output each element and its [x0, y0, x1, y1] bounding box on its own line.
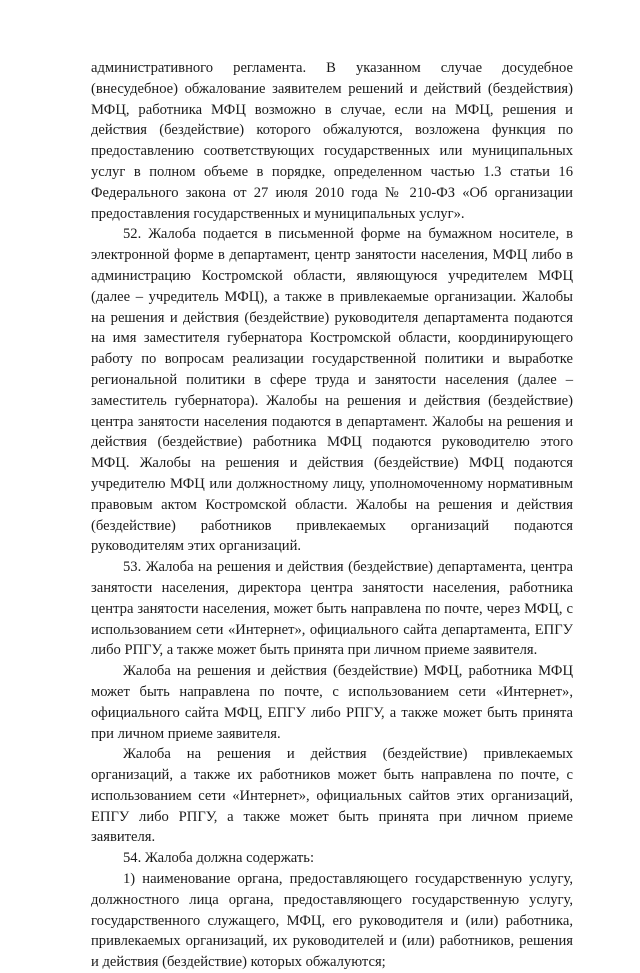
paragraph-regulation-continuation: административного регламента. В указанном случае досудебное (внесудебное) обжалование заявителем решений и действий (бездействия) МФЦ, работника МФЦ возможно в случае, если на МФЦ, решения и действия (бездействие) которого обжалуются, возложена функция по предоставлению соответствующих государственных или муниципальных услуг в полном объеме в порядке, определенном частью 1.3 статьи 16 Федерального закона от 27 июля 2010 года № 210-ФЗ «Об организации предоставления государственных и муниципальных услуг». [91, 60, 573, 222]
paragraph-organizations-complaint: Жалоба на решения и действия (бездействие) привлекаемых организаций, а также их работников может быть направлена по почте, с использованием сети «Интернет», официальных сайтов этих организаций, ЕПГУ либо РПГУ, а также может быть принята при личном приеме заявителя. [91, 746, 573, 846]
document-page [91, 58, 573, 973]
paragraph-54-complaint-contents: 54. Жалоба должна содержать: [123, 850, 314, 867]
paragraph-53-complaint-channels: 53. Жалоба на решения и действия (бездействие) департамента, центра занятости населения, директора центра занятости населения, работника центра занятости населения, может быть направлена по почте, через МФЦ, с использованием сети «Интернет», официального сайта департамента, ЕПГУ либо РПГУ, а также может быть принята при личном приеме заявителя. [91, 559, 573, 659]
paragraph-52-complaint-submission: 52. Жалоба подается в письменной форме на бумажном носителе, в электронной форме в департамент, центр занятости населения, МФЦ либо в администрацию Костромской области, являющуюся учредителем МФЦ (далее – учредитель МФЦ), а также в привлекаемые организации. Жалобы на решения и действия (бездействие) руководителя департамента подаются на имя заместителя губернатора Костромской области, координирующего работу по вопросам реализации государственной политики и выработке региональной политики в сфере труда и занятости населения (далее – заместитель губернатора). Жалобы на решения и действия (бездействие) центра занятости населения подаются в департамент. Жалобы на решения и действия (бездействие) работника МФЦ подаются руководителю этого МФЦ. Жалобы на решения и действия (бездействие) МФЦ подаются учредителю МФЦ или должностному лицу, уполномоченному нормативным правовым актом Костромской области. Жалобы на решения и действия (бездействие) работников привлекаемых организаций подаются руководителям этих организаций. [91, 226, 573, 555]
list-item-1: 1) наименование органа, предоставляющего государственную услугу, должностного лица органа, предоставляющего государственную услугу, государственного служащего, МФЦ, его руководителя и (или) работника, привлекаемых организаций, их руководителей и (или) работников, решения и действия (бездействие) которых обжалуются; [91, 871, 573, 971]
paragraph-mfc-complaint: Жалоба на решения и действия (бездействие) МФЦ, работника МФЦ может быть направлена по почте, с использованием сети «Интернет», официального сайта МФЦ, ЕПГУ либо РПГУ, а также может быть принята при личном приеме заявителя. [91, 663, 573, 742]
